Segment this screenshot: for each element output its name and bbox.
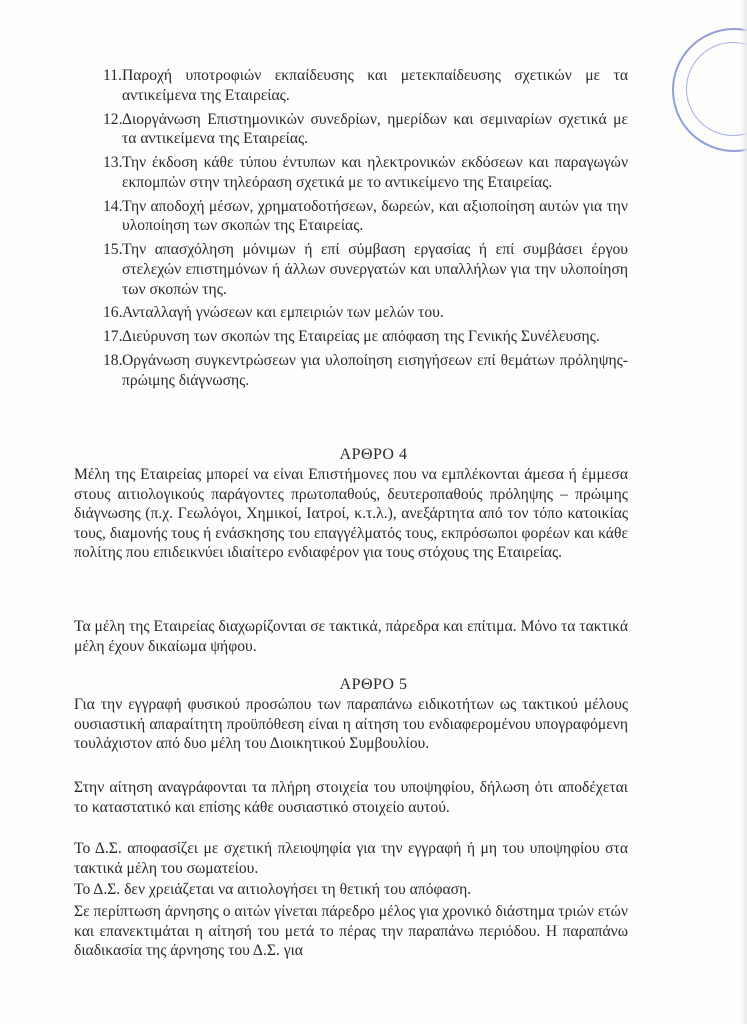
list-item: 16. Ανταλλαγή γνώσεων και εμπειριών των μελών του. [103,304,444,322]
article-4-paragraph-2: Τα μέλη της Εταιρείας διαχωρίζονται σε τακτικά, πάρεδρα και επίτιμα. Μόνο τα τακτικά μέλη έχουν δικαίωμα ψήφου. [74,618,628,655]
article-5-paragraph-4: Το Δ.Σ. δεν χρειάζεται να αιτιολογήσει τη θετική του απόφαση. [74,881,472,898]
stamp-seal [672,28,747,152]
article-5-paragraph-3: Το Δ.Σ. αποφασίζει με σχετική πλειοψηφία για την εγγραφή ή μη του υποψηφίου στα τακτικά μέλη του σωματείου. [74,840,628,877]
article-5-paragraph-1: Για την εγγραφή φυσικού προσώπου των παραπάνω ειδικοτήτων ως τακτικού μέλους ουσιαστική απαραίτητη προϋπόθεση είναι η αίτηση του ενδιαφερομένου υπογραφόμενη τουλάχιστον από δυο μέλη του Διοικητικού Συμβουλίου. [74,696,628,753]
list-item: 12. Διοργάνωση Επιστημονικών συνεδρίων, ημερίδων και σεμιναρίων σχετικά με τα αντικείμενα της Εταιρείας. [103,110,628,148]
article-5-paragraph-2: Στην αίτηση αναγράφονται τα πλήρη στοιχεία του υποψηφίου, δήλωση ότι αποδέχεται το καταστατικό και επίσης κάθε ουσιαστικό στοιχείο αυτού. [74,779,628,816]
article-5-paragraph-5: Σε περίπτωση άρνησης ο αιτών γίνεται πάρεδρο μέλος για χρονικό διάστημα τριών ετών και επανεκτιμάται η αίτησή του μετά το πέρας την παραπάνω περιόδου. Η παραπάνω διαδικασία της άρνησης του Δ.Σ. για [74,903,628,960]
objectives-list [103,66,628,395]
list-item: 11. Παροχή υποτροφιών εκπαίδευσης και μετεκπαίδευσης σχετικών με τα αντικείμενα της Εταιρείας. [103,67,628,104]
list-item: 13. Την έκδοση κάθε τύπου έντυπων και ηλεκτρονικών εκδόσεων και παραγωγών εκπομπών στην τηλεόραση σχετικά με το αντικείμενο της Εταιρείας. [103,154,628,191]
list-item: 18. Οργάνωση συγκεντρώσεων για υλοποίηση εισηγήσεων επί θεμάτων πρόληψης- πρώιμης διάγνωσης. [103,352,628,390]
page-edge [741,0,747,1024]
list-item: 14. Την αποδοχή μέσων, χρηματοδοτήσεων, δωρεών, και αξιοποίηση αυτών για την υλοποίηση των σκοπών της Εταιρείας. [103,197,628,235]
article-5-heading: ΑΡΘΡΟ 5 [339,676,408,693]
article-4-heading: ΑΡΘΡΟ 4 [339,446,408,463]
list-item: 17. Διεύρυνση των σκοπών της Εταιρείας με απόφαση της Γενικής Συνέλευσης. [103,328,600,346]
article-4-paragraph-1: Μέλη της Εταιρείας μπορεί να είναι Επιστήμονες που να εμπλέκονται άμεσα ή έμμεσα στους αιτιολογικούς παράγοντες πρωτοπαθούς, δευτεροπαθούς πρόληψης – πρώιμης διάγνωσης (π.χ. Γεωλόγοι, Χημικοί, Ιατροί, κ.τ.λ.), ανεξάρτητα από τον τόπο κατοικίας τους, διαμονής τους ή ενάσκησης του επαγγέλματός τους, εκπρόσωποι φορέων και κάθε πολίτης που επιδεικνύει ιδιαίτερο ενδιαφέρον για τους στόχους της Εταιρείας. [74,466,628,562]
list-item: 15. Την απασχόληση μόνιμων ή επί σύμβαση εργασίας ή επί συμβάσει έργου στελεχών επιστημόνων ή άλλων συνεργατών και υπαλλήλων για την υλοποίηση των σκοπών της. [103,241,628,298]
